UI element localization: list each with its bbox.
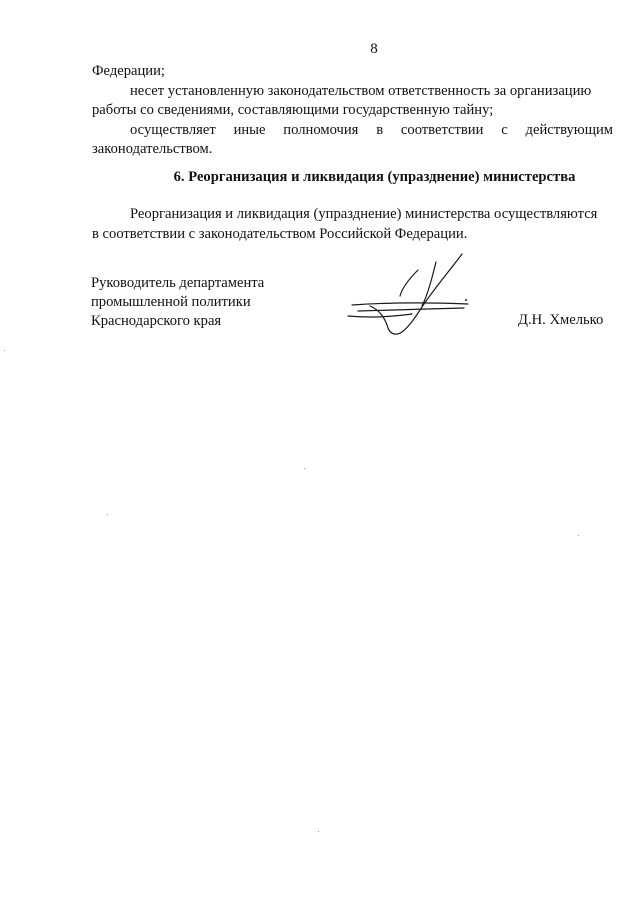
scan-speck [578, 535, 579, 536]
text-line: осуществляет иные полномочия в соответствии с действующим [130, 121, 613, 138]
text-line: законодательством. [92, 141, 213, 158]
text-line: несет установленную законодательством ответственность за организацию [130, 82, 592, 99]
scan-speck [107, 514, 108, 515]
handwritten-signature [340, 248, 480, 340]
text-line: работы со сведениями, составляющими государственную тайну; [92, 102, 494, 119]
section-heading: 6. Реорганизация и ликвидация (упразднение) министерства [173, 169, 576, 185]
powers-text [92, 62, 613, 160]
text-line: Реорганизация и ликвидация (упразднение) министерства осуществляются [130, 206, 598, 222]
scan-speck [318, 831, 319, 832]
position-line: промышленной политики [91, 294, 251, 310]
text-line: в соответствии с законодательством Российской Федерации. [92, 225, 468, 242]
signer-name: Д.Н. Хмелько [518, 312, 604, 328]
position-line: Руководитель департамента [91, 275, 265, 291]
section-text [92, 205, 613, 244]
page-number: 8 [370, 41, 378, 57]
scan-speck [4, 350, 5, 351]
scan-speck [304, 468, 305, 469]
position-line: Краснодарского края [91, 313, 222, 329]
signer-position [91, 274, 264, 331]
text-line: Федерации; [92, 63, 165, 79]
